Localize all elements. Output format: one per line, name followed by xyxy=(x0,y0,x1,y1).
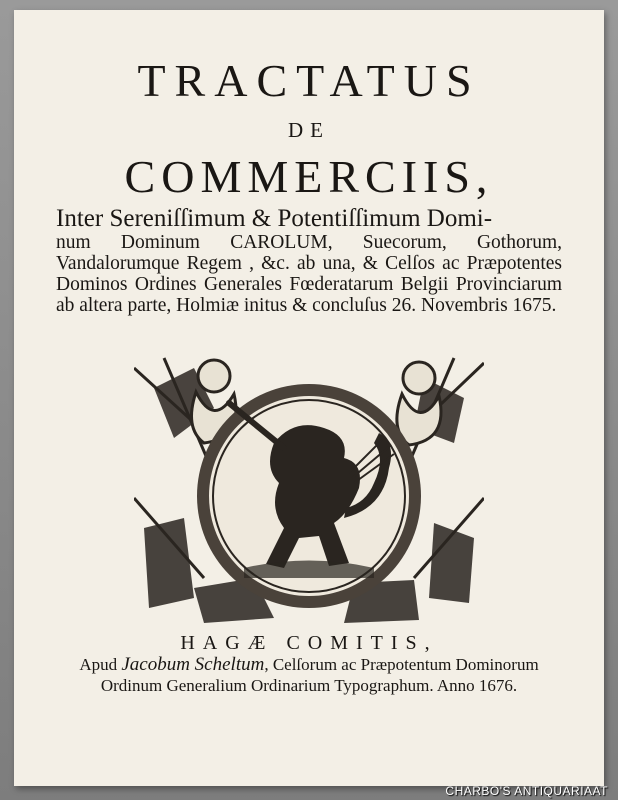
title-line-3: COMMERCIIS, xyxy=(124,151,494,202)
imprint-body xyxy=(54,654,564,696)
imprint-apud: Apud xyxy=(79,655,118,674)
lion-rampant-with-sword-woodcut-icon xyxy=(134,348,484,626)
title-line-2: DE xyxy=(288,118,330,142)
subtitle-first-line: Inter Sereniſſimum & Potentiſſimum Domi- xyxy=(56,205,493,232)
imprint-place: HAGÆ COMITIS, xyxy=(180,632,438,654)
document-page xyxy=(14,10,604,786)
imprint-block xyxy=(54,632,564,696)
imprint-rest: , Celſorum ac Præpotentum Dominorum Ordinum Generalium Ordinarium Typographum. Anno 1676. xyxy=(100,655,539,695)
subtitle-text: num Dominum CAROLUM, Suecorum, Gothorum, Vandalorumque Regem , &c. ab una, & Celſos ac Præpotentes Dominos Ordines Generales Fœderatarum Belgii Provinciarum ab altera parte, Holmiæ initus & concluſus 26. Novembris 1675. xyxy=(56,232,562,316)
subtitle-block xyxy=(56,206,562,316)
dealer-watermark: CHARBO'S ANTIQUARIAAT xyxy=(445,784,608,798)
imprint-printer: Jacobum Scheltum xyxy=(121,654,265,675)
title-line-1: TRACTATUS xyxy=(137,55,481,106)
